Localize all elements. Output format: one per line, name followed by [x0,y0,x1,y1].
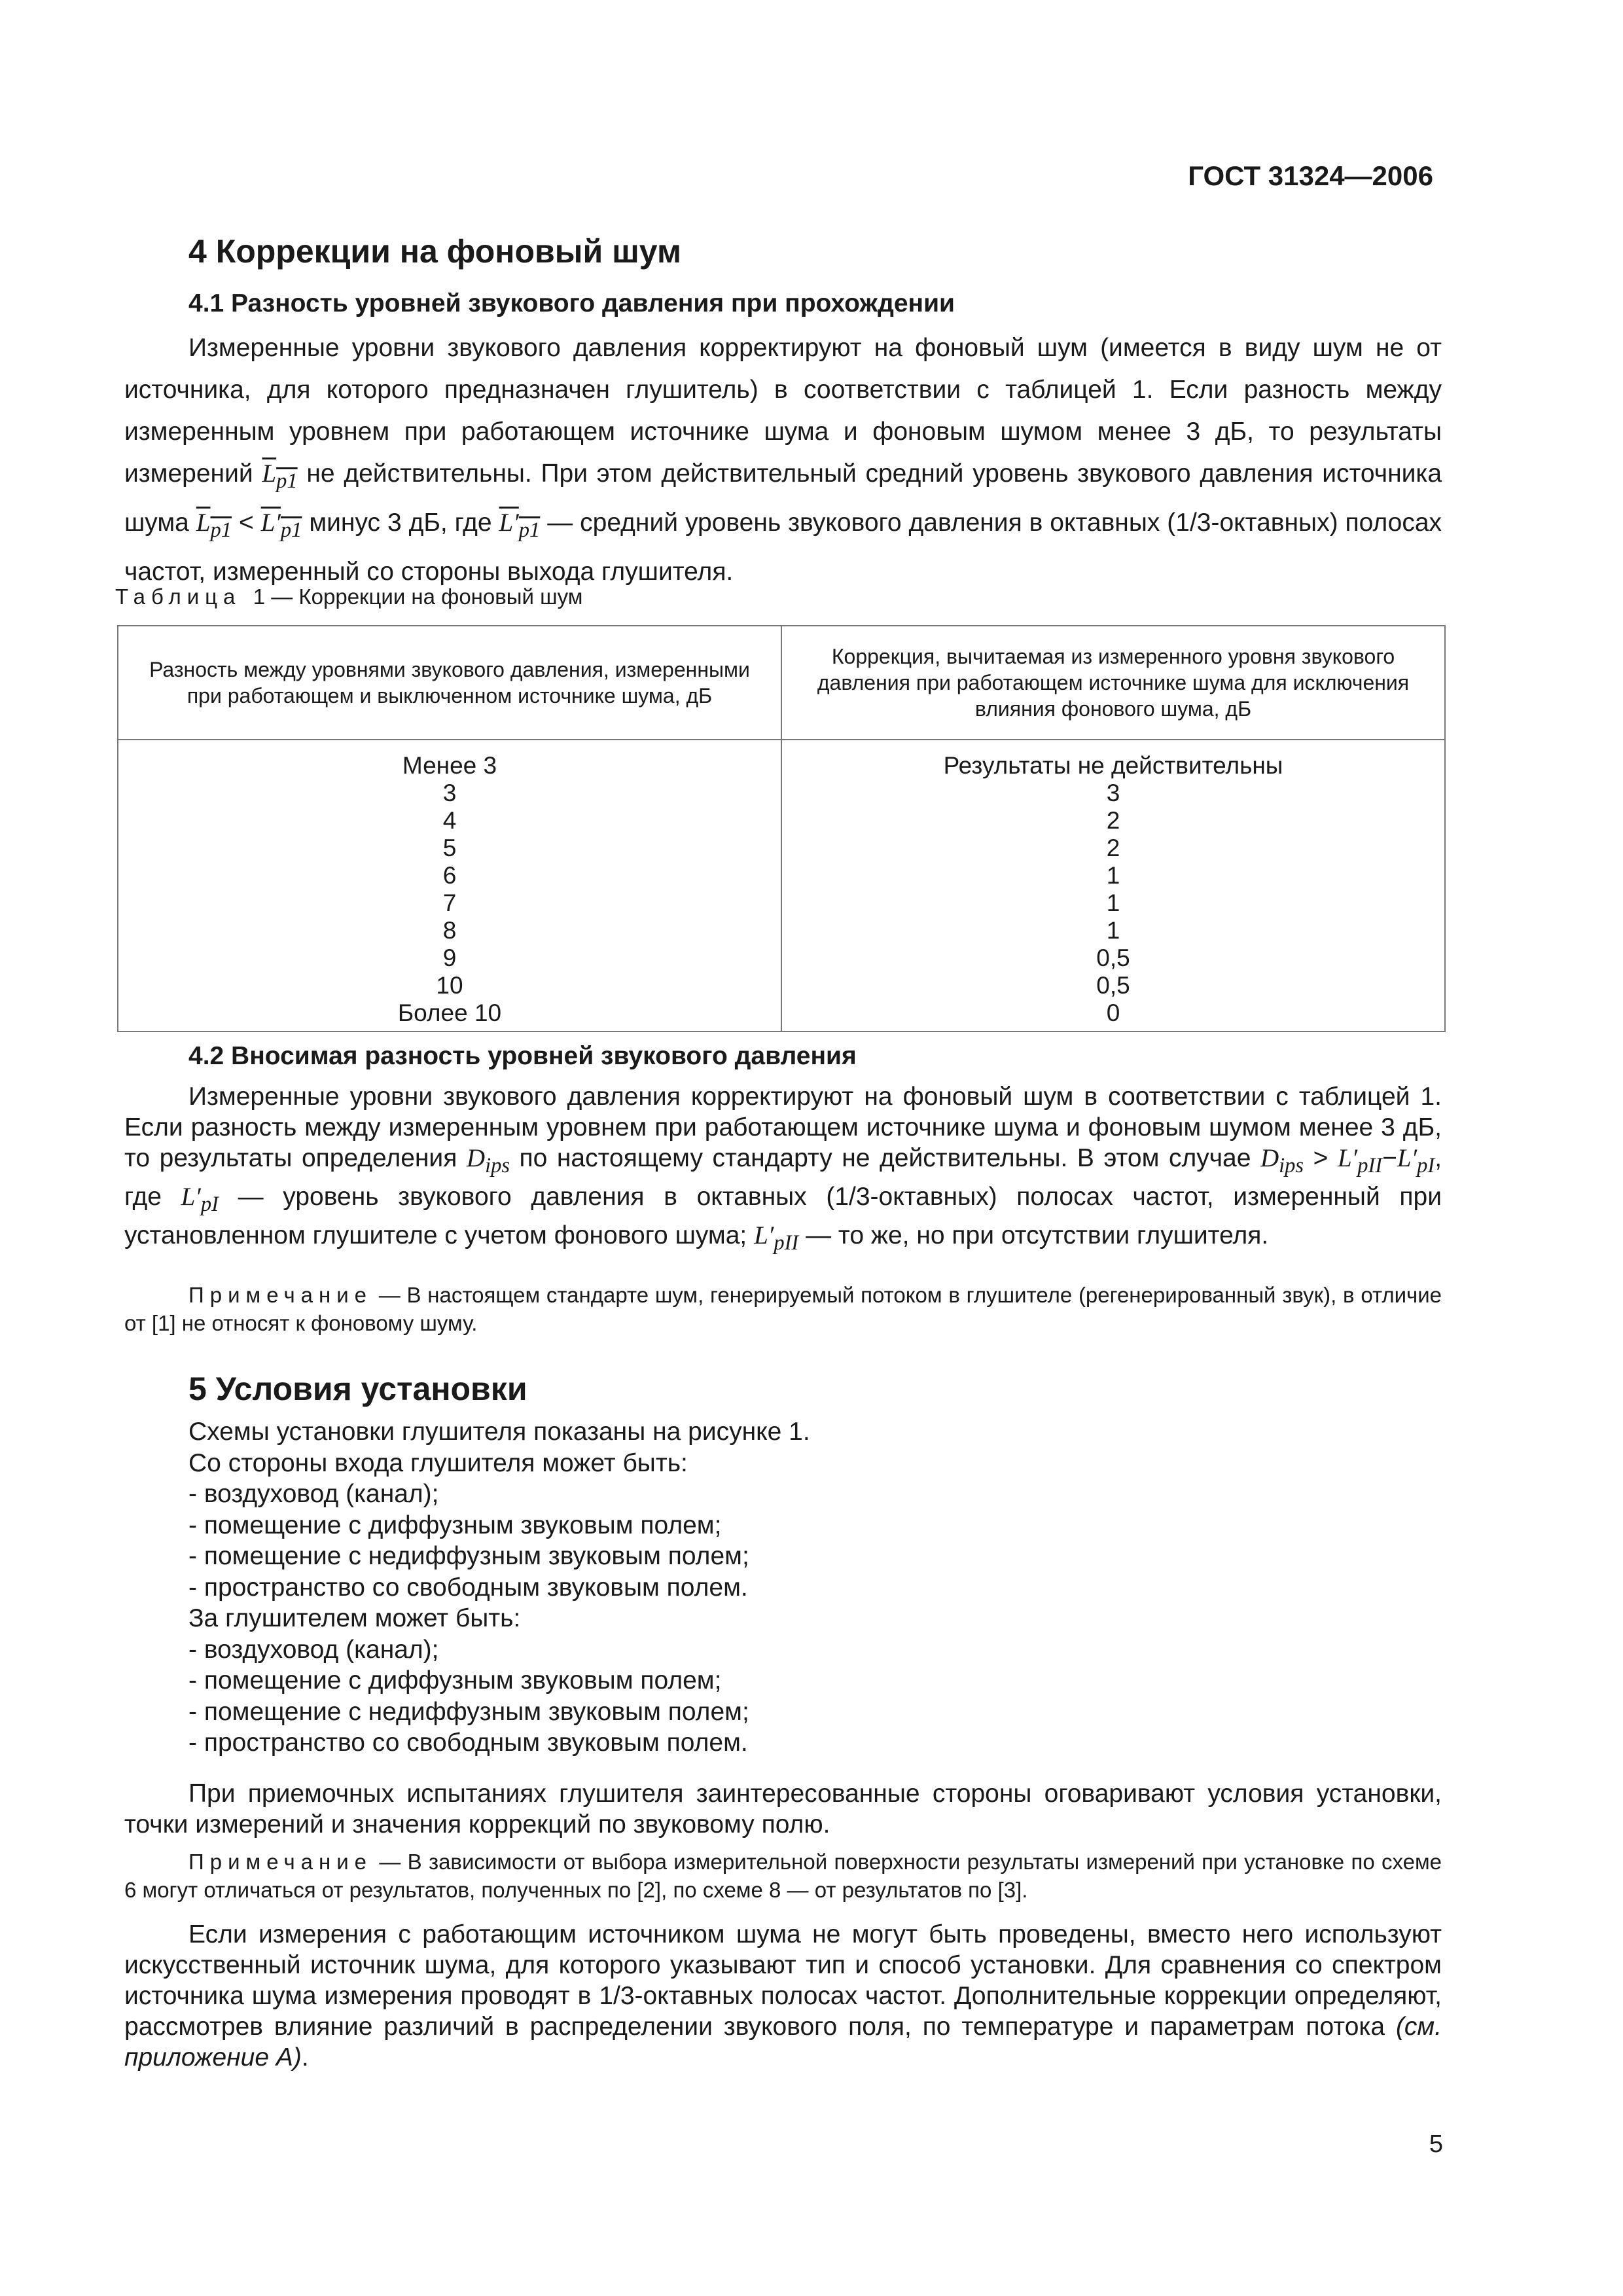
section-4-1-title: 4.1 Разность уровней звукового давления при прохождении [188,289,955,317]
appendix-reference: (см. приложение А) [124,2013,1442,2072]
table-cell: 5 [442,834,457,861]
section-4-2-title: 4.2 Вносимая разность уровней звукового давления [188,1042,857,1070]
table-cell: Более 10 [397,999,502,1026]
table-1 [117,625,1446,1032]
section-4-2-note: Примечание — В настоящем стандарте шум, генерируемый потоком в глушителе (регенерированный звук), в отличие от [1] не относят к фоновому шуму. [124,1283,1442,1335]
table-cell: 0 [1106,999,1120,1026]
list-item: - воздуховод (канал); [188,1480,439,1508]
table-cell: Менее 3 [402,752,497,779]
table-cell: 10 [436,972,463,999]
table-1-header-col1: Разность между уровнями звукового давления, измеренными при работающем и выключенном источнике шума, дБ [118,626,781,740]
symbol-Dips: $D_{ips}$ [466,1144,510,1177]
list-item: За глушителем может быть: [188,1604,521,1632]
table-cell: 0,5 [1096,944,1130,971]
list-item: Со стороны входа глушителя может быть: [188,1448,688,1477]
table-cell: 7 [442,889,457,916]
table-cell: 3 [442,780,457,806]
table-cell: 2 [1106,834,1120,861]
table-cell: 9 [442,944,457,971]
list-item: - помещение с недиффузным звуковым полем; [188,1697,749,1726]
table-cell: 2 [1106,807,1120,834]
section-5-acceptance-paragraph: При приемочных испытаниях глушителя заинтересованные стороны оговаривают условия установки, точки измерений и значения коррекций по звуковому полю. [124,1780,1442,1839]
table-cell: Результаты не действительны [943,752,1283,779]
table-row [118,740,1445,1031]
table-1-col1-values [118,740,781,1031]
list-item: - пространство со свободным звуковым полем. [188,1729,748,1757]
symbol-Lp1-mean: $L_{p1}$ [262,459,298,493]
table-1-header-col2: Коррекция, вычитаемая из измеренного уровня звукового давления при работающем источнике шума для исключения влияния фонового шума, дБ [781,626,1445,740]
list-item: - помещение с недиффузным звуковым полем; [188,1542,749,1570]
section-5-title: 5 Условия установки [188,1371,527,1407]
list-item: - воздуховод (канал); [188,1635,439,1664]
list-item: - помещение с диффузным звуковым полем; [188,1666,722,1695]
table-1-caption: Таблица 1 — Коррекции на фоновый шум [115,584,583,609]
page-number: 5 [1429,2130,1443,2158]
list-item: - пространство со свободным звуковым полем. [188,1573,748,1602]
symbol-Lprime-p1: $L'_{p1}$ [499,508,541,542]
document-code: ГОСТ 31324—2006 [1188,160,1433,191]
list-item: - помещение с диффузным звуковым полем; [188,1511,722,1539]
table-1-col2-values [781,740,1445,1031]
section-4-1-paragraph: Измеренные уровни звукового давления корректируют на фоновый шум (имеется в виду шум не от источника, для которого предназначен глушитель) в соответствии с таблицей 1. Если разность между измеренным уровнем при работающем источнике шума и фоновым шумом менее 3 дБ, то результаты измерений $L_{p1}$ не действительны. При этом действительный средний уровень звукового давления источника шума $L_{p1} < L'_{p1}$ минус 3 дБ, где $L'_{p1}$ — средний уровень звукового давления в октавных (1/3-октавных) полосах частот, измеренный со стороны выхода глушителя. [124,334,1442,586]
table-cell: 4 [442,807,457,834]
table-cell: 1 [1106,862,1120,889]
table-cell: 8 [442,917,457,944]
section-4-title: 4 Коррекции на фоновый шум [188,233,681,270]
table-cell: 6 [442,862,457,889]
table-cell: 0,5 [1096,972,1130,999]
section-4-2-paragraph: Измеренные уровни звукового давления корректируют на фоновый шум в соответствии с таблицей 1. Если разность между измеренным уровнем при работающем источнике шума и фоновым шумом менее 3 дБ, то результаты определения $D_{ips}$ по настоящему стандарту не действительны. В этом случае $D_{ips} > L'_{pII}-L'_{pI}$, где $L'_{pI}$ — уровень звукового давления в октавных (1/3-октавных) полосах частот, измеренный при установленном глушителе с учетом фонового шума; $L'_{pII}$ — то же, но при отсутствии глушителя. [124,1083,1442,1255]
table-cell: 1 [1106,889,1120,916]
table-cell: 1 [1106,917,1120,944]
section-5-note: Примечание — В зависимости от выбора измерительной поверхности результаты измерений при установке по схеме 6 могут отличаться от результатов, полученных по [2], по схеме 8 — от результатов по [3]. [124,1850,1442,1902]
list-item: Схемы установки глушителя показаны на рисунке 1. [188,1418,810,1446]
section-5-last-paragraph: Если измерения с работающим источником шума не могут быть проведены, вместо него используют искусственный источник шума, для которого указывают тип и способ установки. Для сравнения со спектром источника шума измерения проводят в 1/3-октавных полосах частот. Дополнительные коррекции определяют, рассмотрев влияние различий в распределении звукового поля, по температуре и параметрам потока (см. приложение А). [124,1920,1442,2072]
table-cell: 3 [1106,780,1120,806]
